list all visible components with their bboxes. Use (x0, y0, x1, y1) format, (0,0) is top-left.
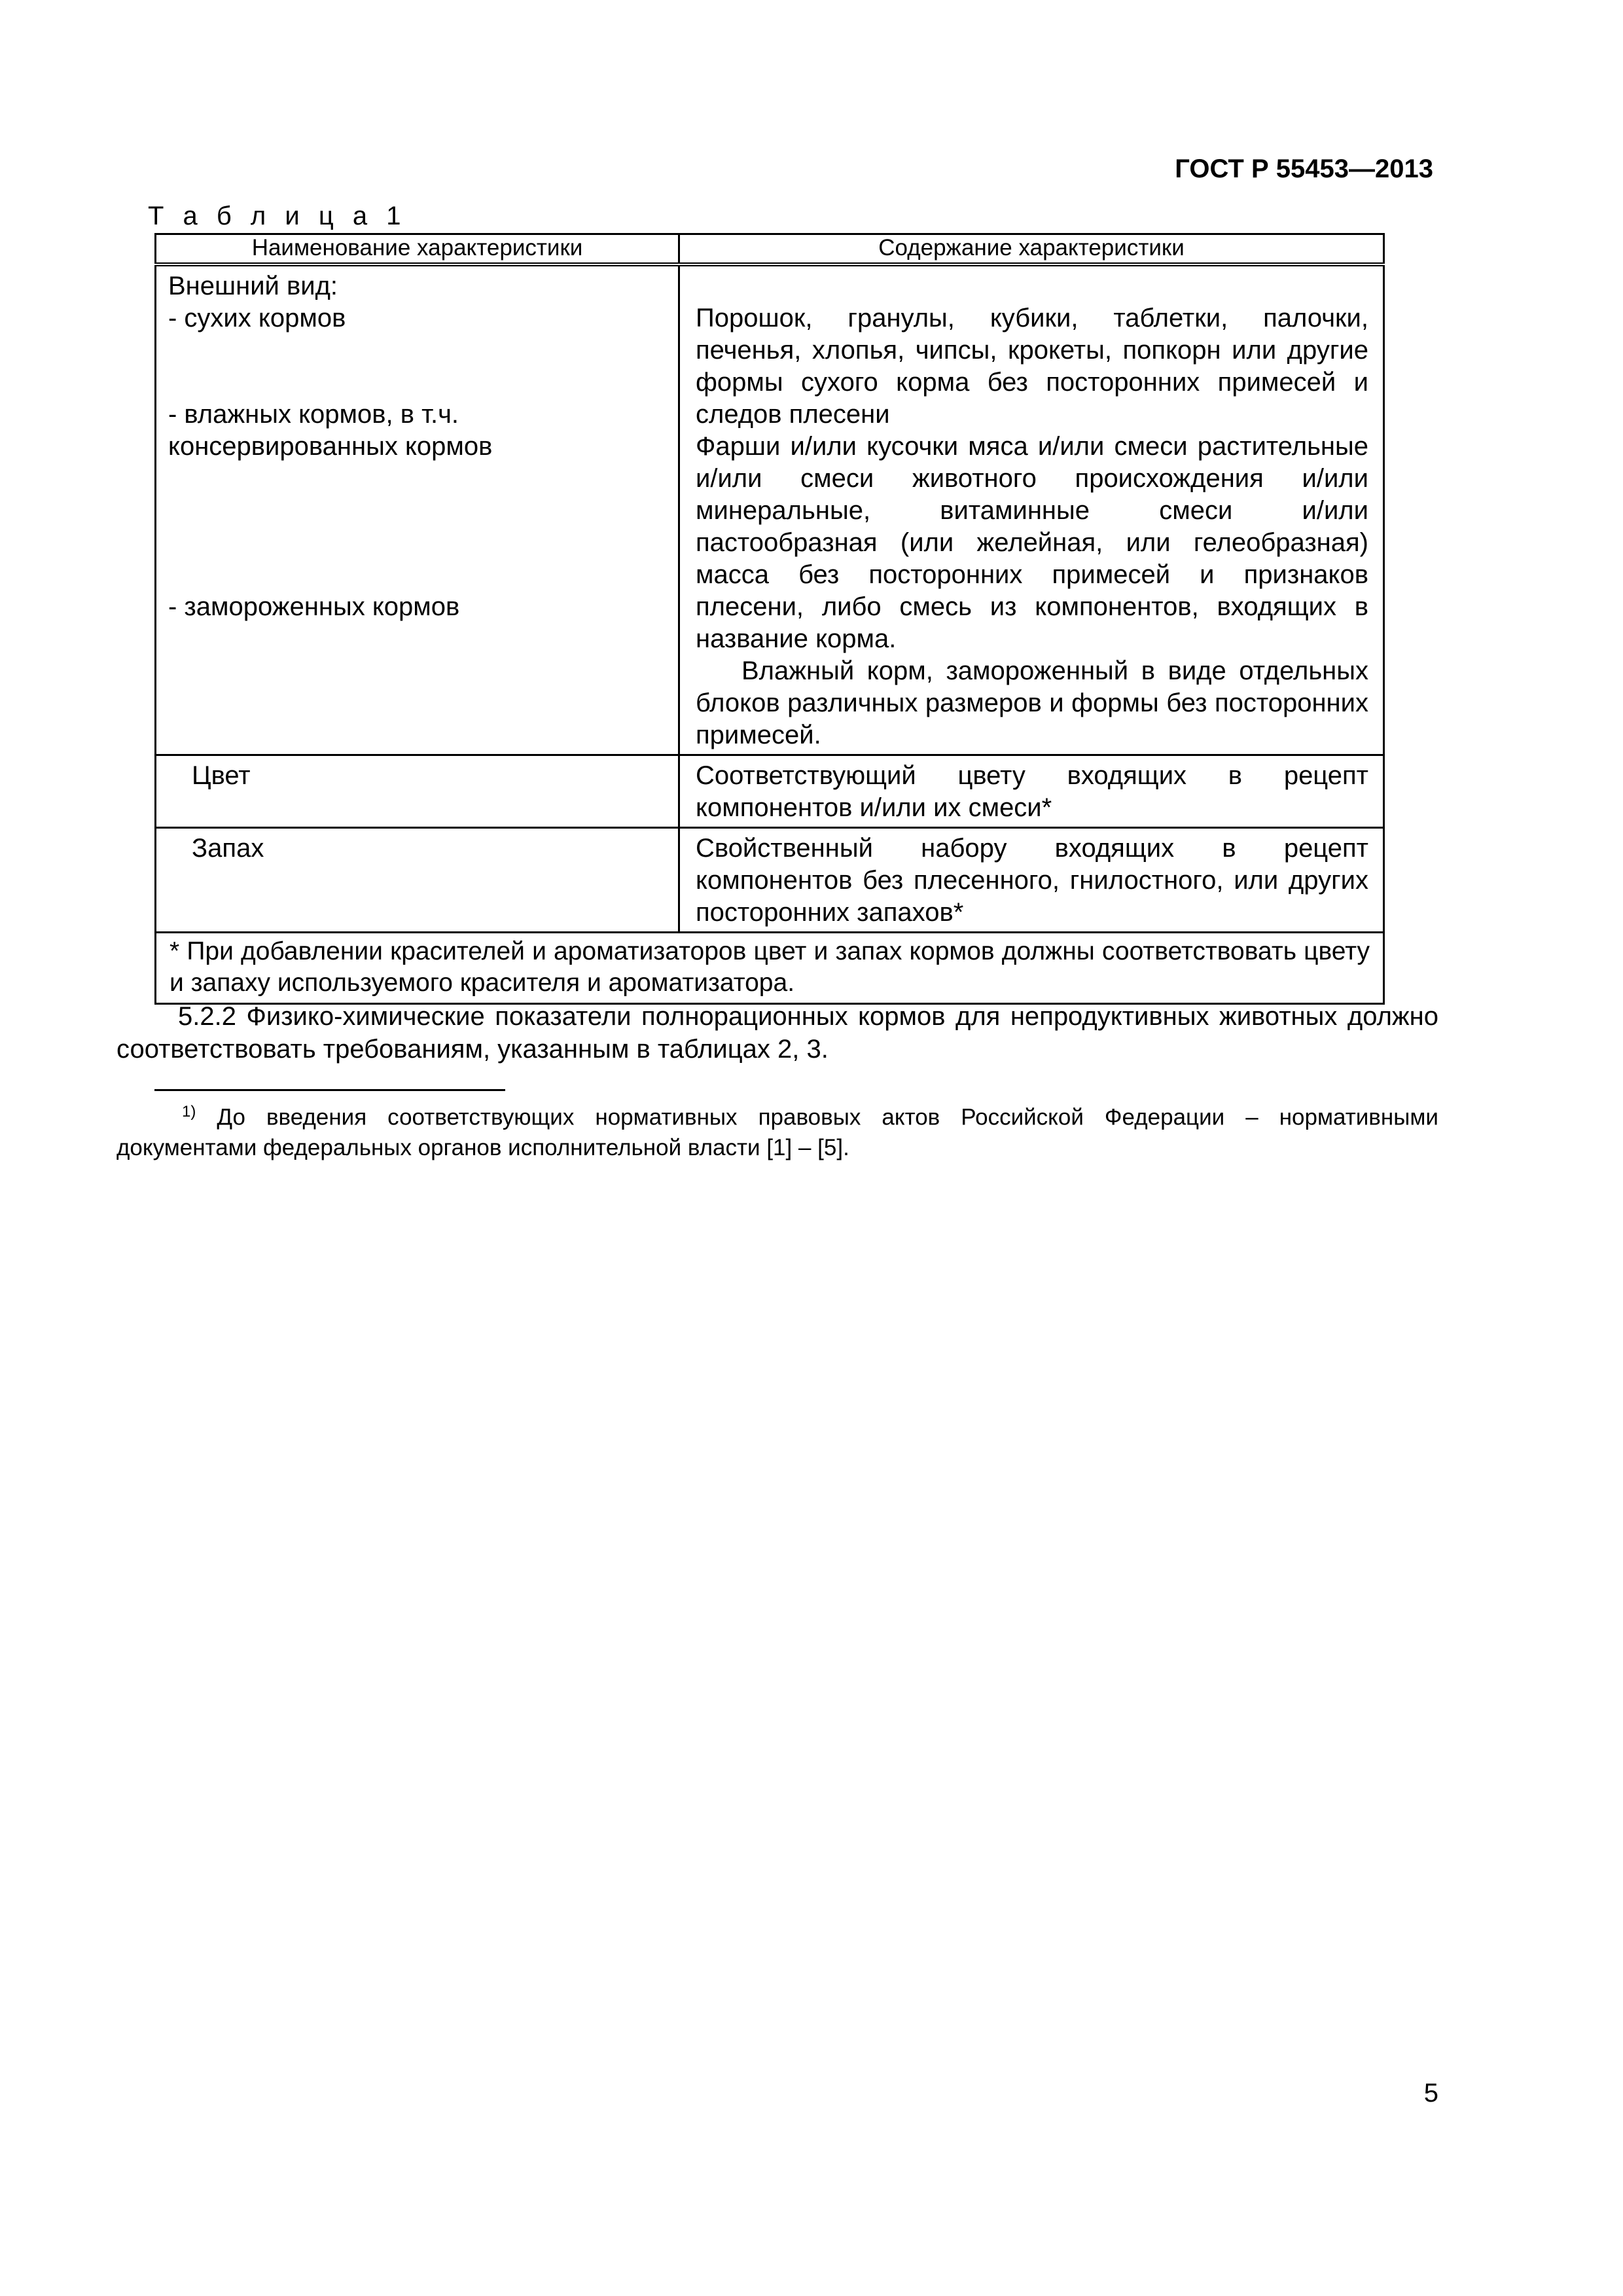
dry-feed-label: - сухих кормов (168, 304, 346, 332)
wet-feed-text: Фарши и/или кусочки мяса и/или смеси растительные и/или смеси животного происхождения и/или минеральные, витаминные смеси и/или пастообразная (или желейная, или гелеобразная) масса без посторонних примесей и признаков плесени, либо смесь из компонентов, входящих в название корма. (696, 432, 1368, 653)
table-row-appearance (156, 264, 1384, 755)
wet-feed-label-line1: - влажных кормов, в т.ч. (168, 400, 459, 429)
footnote-separator (154, 1089, 505, 1091)
frozen-feed-label: - замороженных кормов (168, 592, 460, 621)
table-row-smell (156, 828, 1384, 933)
page-number: 5 (1423, 2079, 1438, 2108)
smell-text: Свойственный набору входящих в рецепт компонентов без плесенного, гнилостного, или других посторонних запахов* (696, 834, 1368, 927)
clause-text: 5.2.2 Физико-химические показатели полнорационных кормов для непродуктивных животных должно соответствовать требованиям, указанным в таблицах 2, 3. (116, 1002, 1438, 1064)
table-note-row (156, 933, 1384, 1004)
appearance-labels (156, 264, 679, 755)
table-note: * При добавлении красителей и ароматизаторов цвет и запах кормов должны соответствовать цвету и запаху используемого красителя и ароматизатора. (156, 933, 1384, 1004)
frozen-feed-text: Влажный корм, замороженный в виде отдельных блоков различных размеров и формы без посторонних примесей. (696, 656, 1368, 749)
color-label: Цвет (192, 761, 251, 790)
footnote (116, 1097, 1438, 1163)
wet-feed-label-line2: консервированных кормов (168, 432, 493, 461)
footnote-text: До введения соответствующих нормативных правовых актов Российской Федерации – нормативными документами федеральных органов исполнительной власти [1] – [5]. (116, 1104, 1438, 1160)
characteristics-table (154, 233, 1385, 1005)
clause-5-2-2 (116, 1000, 1438, 1066)
smell-label: Запах (192, 834, 264, 863)
color-text: Соответствующий цвету входящих в рецепт компонентов и/или их смеси* (696, 761, 1368, 822)
appearance-label: Внешний вид: (168, 272, 338, 300)
table-row-color (156, 755, 1384, 828)
column-header: Наименование характеристики (156, 234, 679, 265)
footnote-marker: 1) (182, 1103, 196, 1121)
table-header-row (156, 234, 1384, 265)
document-code: ГОСТ Р 55453—2013 (1175, 154, 1433, 183)
table-caption: Т а б л и ц а 1 (148, 202, 407, 230)
dry-feed-text: Порошок, гранулы, кубики, таблетки, палочки, печенья, хлопья, чипсы, крокеты, попкорн или другие формы сухого корма без посторонних примесей и следов плесени (696, 304, 1368, 429)
appearance-descriptions (679, 264, 1384, 755)
column-header: Содержание характеристики (679, 234, 1384, 265)
